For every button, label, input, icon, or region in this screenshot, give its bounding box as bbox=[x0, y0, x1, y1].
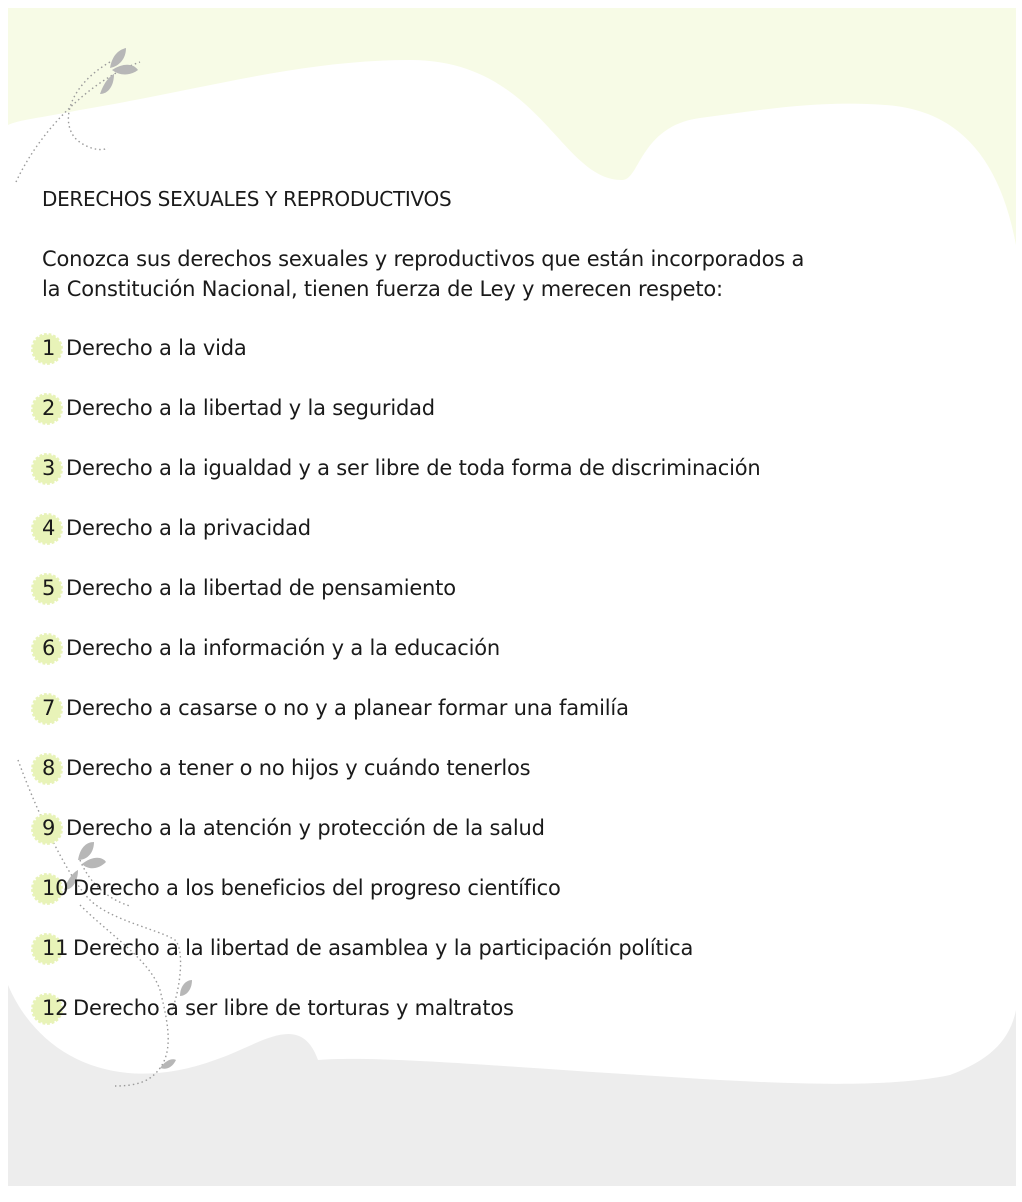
item-text: Derecho a los beneficios del progreso científico bbox=[73, 876, 561, 900]
item-text: Derecho a ser libre de torturas y maltratos bbox=[73, 996, 514, 1020]
item-number: 3 bbox=[42, 456, 56, 480]
item-number: 4 bbox=[42, 516, 56, 540]
list-item bbox=[0, 390, 1000, 430]
item-number: 7 bbox=[42, 696, 56, 720]
list-item bbox=[0, 330, 1000, 370]
item-number: 12 bbox=[42, 996, 69, 1020]
item-number: 8 bbox=[42, 756, 56, 780]
item-text: Derecho a la atención y protección de la salud bbox=[66, 816, 545, 840]
item-text: Derecho a la privacidad bbox=[66, 516, 311, 540]
intro-line: Conozca sus derechos sexuales y reproductivos que están incorporados a bbox=[42, 247, 805, 271]
list-item bbox=[0, 990, 1000, 1030]
item-number: 1 bbox=[42, 336, 56, 360]
item-number: 2 bbox=[42, 396, 56, 420]
item-number: 11 bbox=[42, 936, 69, 960]
intro-line: la Constitución Nacional, tienen fuerza de Ley y merecen respeto: bbox=[42, 277, 723, 301]
list-item bbox=[0, 750, 1000, 790]
list-item bbox=[0, 630, 1000, 670]
item-text: Derecho a la libertad y la seguridad bbox=[66, 396, 435, 420]
item-text: Derecho a la libertad de pensamiento bbox=[66, 576, 456, 600]
item-number: 9 bbox=[42, 816, 56, 840]
list-item bbox=[0, 510, 1000, 550]
item-number: 6 bbox=[42, 636, 56, 660]
item-number: 5 bbox=[42, 576, 56, 600]
list-item bbox=[0, 810, 1000, 850]
item-text: Derecho a la igualdad y a ser libre de toda forma de discriminación bbox=[66, 456, 761, 480]
item-text: Derecho a casarse o no y a planear formar una familía bbox=[66, 696, 629, 720]
list-item bbox=[0, 690, 1000, 730]
item-text: Derecho a tener o no hijos y cuándo tenerlos bbox=[66, 756, 531, 780]
item-text: Derecho a la libertad de asamblea y la participación política bbox=[73, 936, 694, 960]
list-item bbox=[0, 450, 1000, 490]
list-item bbox=[0, 870, 1000, 910]
list-item bbox=[0, 930, 1000, 970]
list-item bbox=[0, 570, 1000, 610]
item-text: Derecho a la vida bbox=[66, 336, 247, 360]
page-title: DERECHOS SEXUALES Y REPRODUCTIVOS bbox=[42, 187, 452, 211]
item-number: 10 bbox=[42, 876, 69, 900]
item-text: Derecho a la información y a la educación bbox=[66, 636, 501, 660]
